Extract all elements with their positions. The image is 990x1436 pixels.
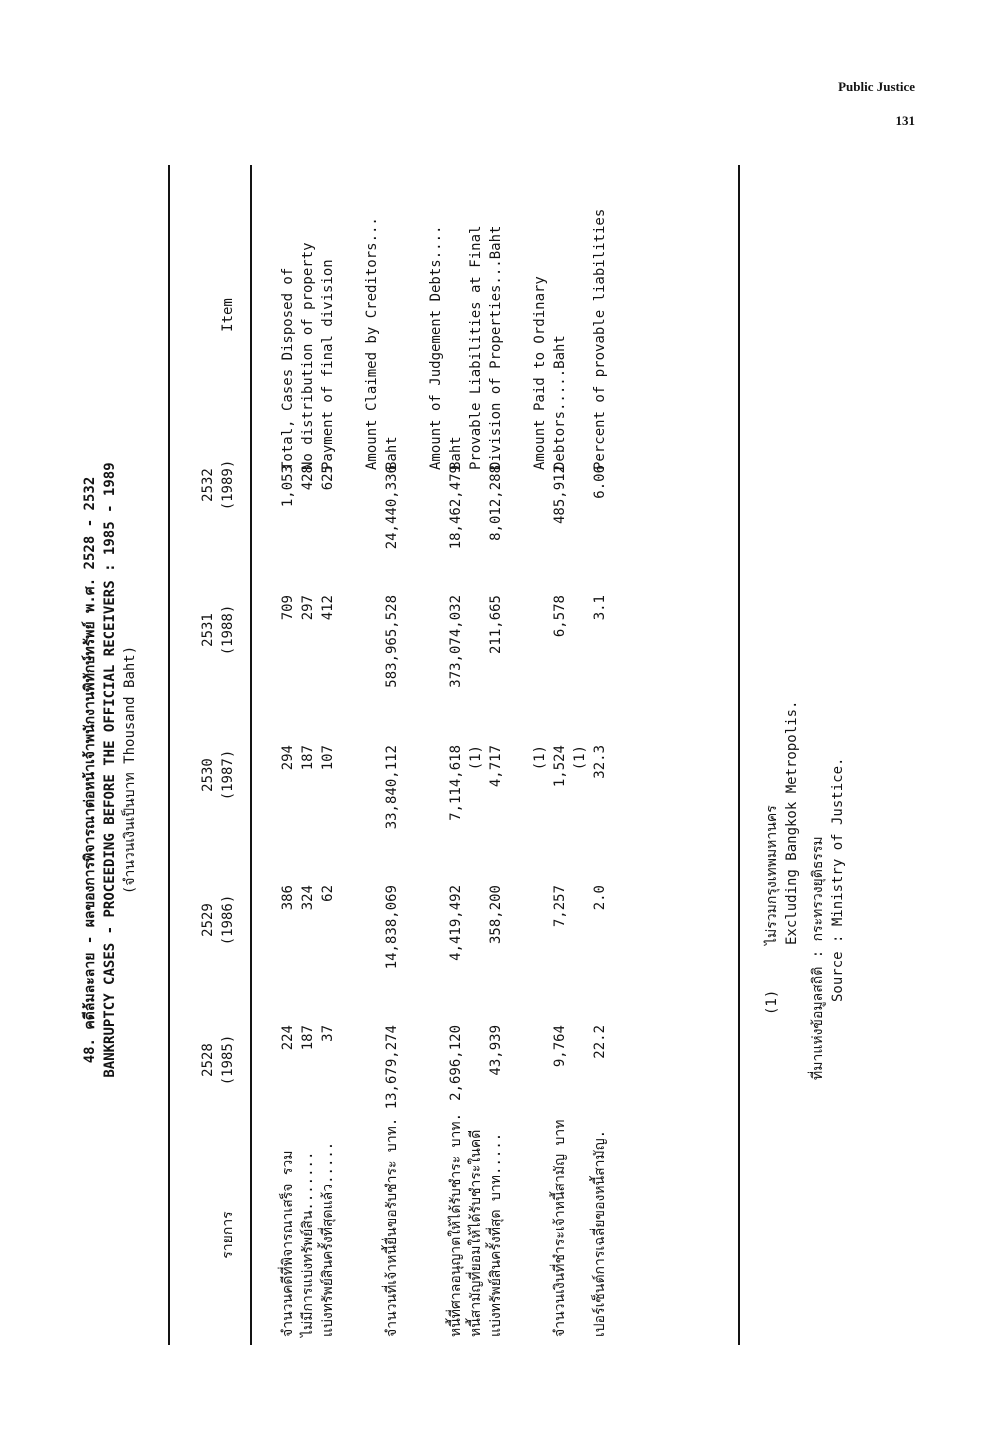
row-label-english: Debtors.....Baht	[552, 335, 568, 470]
row-label-english: Amount Claimed by Creditors...	[364, 217, 380, 470]
cell-value: 211,665	[488, 595, 504, 655]
table-row	[382, 155, 402, 1385]
cell-value: 9,764	[552, 1025, 568, 1068]
table-row	[318, 155, 338, 1385]
cell-value: 7,257	[552, 885, 568, 928]
year-ce: (1986)	[220, 894, 236, 946]
cell-value: 324	[300, 885, 316, 911]
cell-value: 107	[320, 745, 336, 771]
table-row	[362, 155, 382, 1385]
year-be: 2532	[200, 468, 216, 502]
title-thai: 48. คดีล้มละลาย - ผลของการพิจารณาต่อหน้าเจ้าพนักงานพิทักษ์ทรัพย์ พ.ศ. 2528 - 2532	[82, 476, 98, 1064]
cell-value: 6,578	[552, 595, 568, 638]
cell-value: 3.1	[592, 595, 608, 621]
rotated-table-page	[70, 155, 846, 1385]
row-label-thai: แบ่งทรัพย์สินครั้งที่สุด บาท.....	[488, 1132, 504, 1337]
cell-value: 485,912	[552, 465, 568, 525]
footnote-english: Excluding Bangkok Metropolis.	[784, 700, 800, 945]
cell-value: 2.0	[592, 885, 608, 911]
cell-value: 386	[280, 885, 296, 911]
cell-value: 6.06	[592, 465, 608, 499]
cell-value: 24,440,336	[384, 465, 400, 550]
cell-value: 2,696,120	[448, 1025, 464, 1101]
year-be: 2528	[200, 1043, 216, 1077]
cell-value: 43,939	[488, 1025, 504, 1076]
table-row	[466, 155, 486, 1385]
cell-value: 32.3	[592, 745, 608, 779]
row-label-thai: หนี้ที่ศาลอนุญาตให้ได้รับชำระ บาท.	[448, 1112, 464, 1337]
page-number: 131	[895, 113, 915, 128]
cell-value: 187	[300, 1025, 316, 1051]
row-label-thai: จำนวนคดีที่พิจารณาเสร็จ รวม	[280, 1150, 296, 1337]
cell-value: 13,679,274	[384, 1025, 400, 1110]
cell-value: 373,074,032	[448, 595, 464, 688]
year-ce: (1988)	[220, 604, 236, 656]
cell-value: 187	[300, 745, 316, 771]
cell-value: 412	[320, 595, 336, 621]
year-header	[198, 720, 238, 830]
year-be: 2530	[200, 758, 216, 792]
title-english: BANKRUPTCY CASES - PROCEEDING BEFORE THE OFFICIAL RECEIVERS : 1985 - 1989	[102, 462, 118, 1078]
table-row	[486, 155, 506, 1385]
cell-value: 625	[320, 465, 336, 491]
cell-value: 1,053	[280, 465, 296, 508]
row-label-english: Amount of Judgement Debts....	[428, 225, 444, 470]
year-be: 2529	[200, 903, 216, 937]
cell-value: 4,419,492	[448, 885, 464, 961]
table-row	[298, 155, 318, 1385]
cell-value: 8,012,288	[488, 465, 504, 541]
cell-value: 18,462,479	[448, 465, 464, 550]
section-name: Public Justice	[838, 79, 915, 94]
year-header	[198, 1005, 238, 1115]
row-label-english: Payment of final division	[320, 259, 336, 470]
year-header	[198, 865, 238, 975]
source-thai: ที่มาแห่งข้อมูลสถิติ : กระทรวงยุติธรรม	[810, 836, 826, 1080]
row-label-thai: จำนวนเงินที่ชำระเจ้าหนี้สามัญ บาท	[552, 1119, 568, 1337]
row-label-english: Percent of provable liabilities	[592, 208, 608, 470]
cell-value: 14,838,069	[384, 885, 400, 970]
cell-value: 224	[280, 1025, 296, 1051]
year-ce: (1985)	[220, 1034, 236, 1086]
row-label-thai: แบ่งทรัพย์สินครั้งที่สุดแล้ว.....	[320, 1141, 336, 1337]
table-row	[530, 155, 550, 1385]
table-title	[80, 155, 140, 1385]
row-label-english: Amount Paid to Ordinary	[532, 276, 548, 470]
header-item-english: Item	[220, 298, 236, 332]
year-be: 2531	[200, 613, 216, 647]
cell-value: 33,840,112	[384, 745, 400, 830]
cell-value: 22.2	[592, 1025, 608, 1059]
row-label-english: Total, Cases Disposed of	[280, 267, 296, 470]
year-ce: (1989)	[220, 459, 236, 511]
footnote-mark: (1)	[764, 989, 780, 1015]
year-ce: (1987)	[220, 749, 236, 801]
table-row	[550, 155, 570, 1385]
row-label-english: Provable Liabilities at Final	[468, 225, 484, 470]
cell-value: 297	[300, 595, 316, 621]
table-row	[426, 155, 446, 1385]
row-label-english: Baht	[384, 436, 400, 470]
cell-value: 4,717	[488, 745, 504, 788]
cell-value: (1)	[468, 745, 484, 771]
row-label-english: No distribution of property	[300, 242, 316, 470]
row-label-thai: จำนวนที่เจ้าหนี้ยื่นขอรับชำระ บาท.	[384, 1117, 400, 1337]
cell-value: (1)	[572, 745, 588, 771]
header-item-thai: รายการ	[220, 1211, 236, 1259]
page-header	[838, 70, 915, 138]
cell-value: 709	[280, 595, 296, 621]
row-label-english: Baht	[448, 436, 464, 470]
year-header	[198, 575, 238, 685]
cell-value: 37	[320, 1025, 336, 1042]
cell-value: 358,200	[488, 885, 504, 945]
header-rule	[250, 165, 252, 1345]
row-label-thai: ไม่มีการแบ่งทรัพย์สิน.......	[300, 1151, 316, 1337]
cell-value: 583,965,528	[384, 595, 400, 688]
bottom-rule	[738, 165, 740, 1345]
row-label-english: Division of Properties...Baht	[488, 225, 504, 470]
table-row	[446, 155, 466, 1385]
cell-value: 62	[320, 885, 336, 902]
top-rule	[168, 165, 170, 1345]
table-row	[278, 155, 298, 1385]
row-label-thai: เปอร์เซ็นต์การเฉลี่ยของหนี้สามัญ.	[592, 1129, 608, 1337]
cell-value: 1,524	[552, 745, 568, 788]
table-row	[590, 155, 610, 1385]
footnote-thai: ไม่รวมกรุงเทพมหานคร	[764, 805, 780, 945]
cell-value: 7,114,618	[448, 745, 464, 821]
row-label-thai: หนี้สามัญที่ยอมให้ได้รับชำระในคดี	[468, 1129, 484, 1337]
title-unit: (จำนวนเงินเป็นบาท Thousand Baht)	[122, 645, 138, 895]
source-english: Source : Ministry of Justice.	[830, 757, 846, 1002]
cell-value: (1)	[532, 745, 548, 771]
year-header	[198, 430, 238, 540]
cell-value: 428	[300, 465, 316, 491]
table-row	[570, 155, 590, 1385]
cell-value: 294	[280, 745, 296, 771]
